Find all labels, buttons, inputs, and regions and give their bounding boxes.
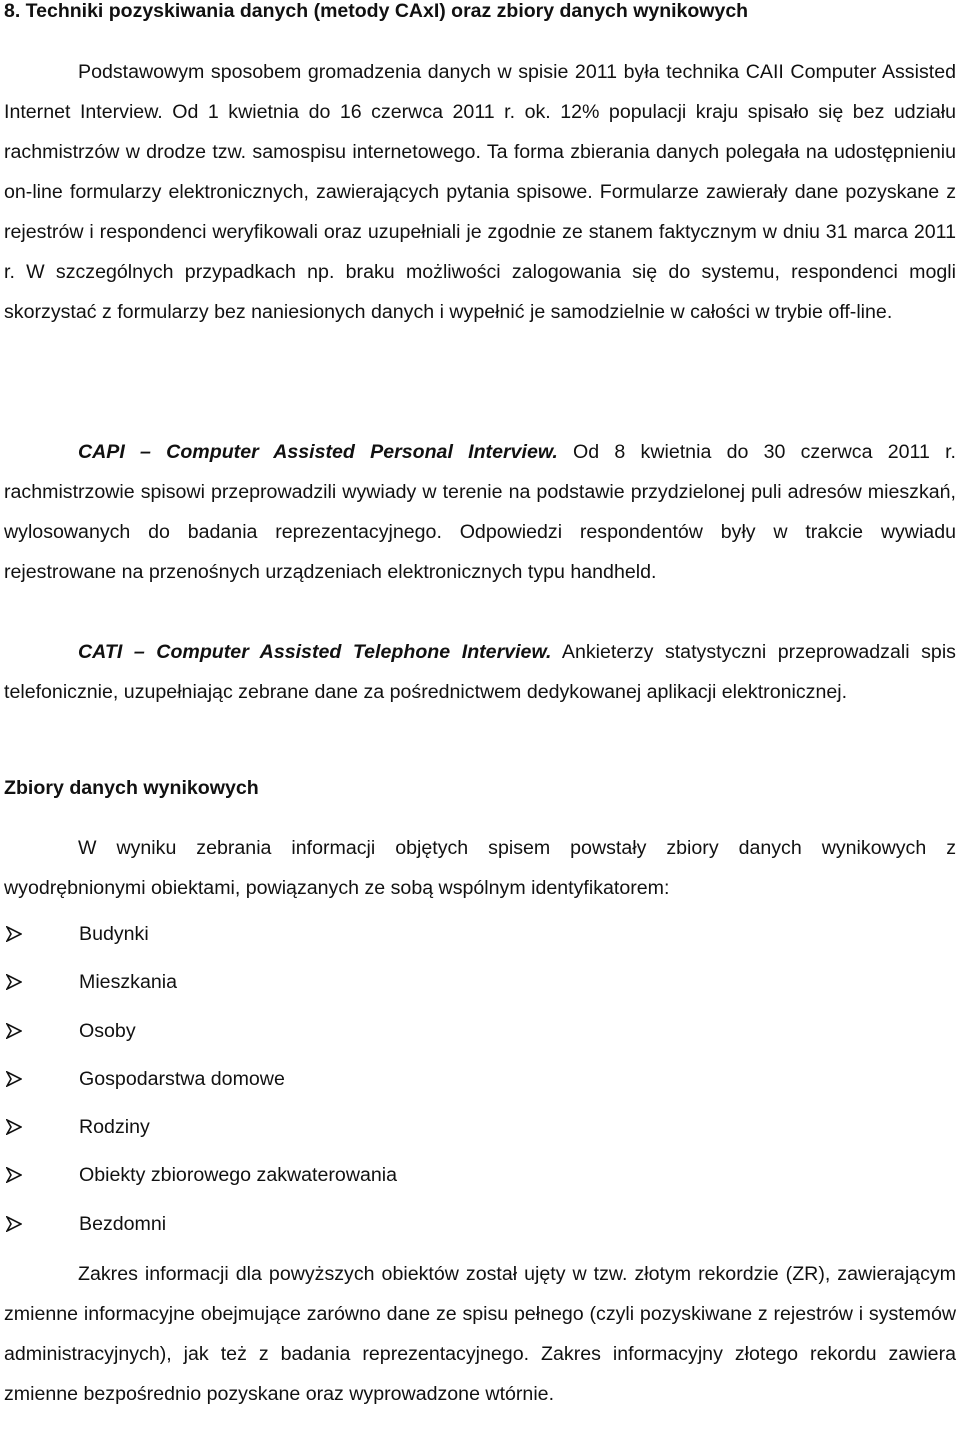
list-item-label: Osoby [79, 1019, 136, 1042]
cati-text: Ankieterzy statystyczni przeprowadzali spis telefonicznie, uzupełniając zebrane dane za pośrednictwem dedykowanej aplikacji elektronicznej. [4, 641, 956, 703]
list-item-label: Bezdomni [79, 1212, 167, 1235]
arrowhead-bullet-icon [6, 1167, 22, 1183]
paragraph-cawi [4, 52, 956, 332]
capi-label: CAPI – Computer Assisted Personal Interview. [78, 441, 558, 463]
capi-text: Od 8 kwietnia do 30 czerwca 2011 r. rachmistrzowie spisowi przeprowadzili wywiady w terenie na podstawie przydzielonej puli adresów mieszkań, wylosowanych do badania reprezentacyjnego. Odpowiedzi respondentów były w trakcie wywiadu rejestrowane na przenośnych urządzeniach elektronicznych typu handheld. [4, 441, 956, 583]
arrowhead-bullet-icon [6, 1023, 22, 1039]
list-item [0, 1059, 960, 1107]
paragraph-intro [4, 828, 956, 908]
arrowhead-bullet-icon [6, 1216, 22, 1232]
closing-text: Zakres informacji dla powyższych obiektów został ujęty w tzw. złotym rekordzie (ZR), zawierającym zmienne informacyjne obejmujące zarówno dane ze spisu pełnego (czyli pozyskiwane z rejestrów i systemów administracyjnych), jak też z badania reprezentacyjnego. Zakres informacyjny złotego rekordu zawiera zmienne bezpośrednio pozyskane oraz wyprowadzone wtórnie. [4, 1263, 956, 1405]
list-item [0, 1011, 960, 1059]
bullet-list [0, 914, 960, 1252]
list-item [0, 1155, 960, 1203]
list-item-label: Mieszkania [79, 971, 178, 994]
arrowhead-bullet-icon [6, 974, 22, 990]
section-heading: 8. Techniki pozyskiwania danych (metody CAxI) oraz zbiory danych wynikowych [4, 0, 749, 22]
list-item-label: Rodziny [79, 1116, 150, 1139]
paragraph-capi [4, 432, 956, 592]
list-item [0, 1204, 960, 1252]
arrowhead-bullet-icon [6, 1119, 22, 1135]
list-item-label: Gospodarstwa domowe [79, 1067, 285, 1090]
cawi-text: Podstawowym sposobem gromadzenia danych w spisie 2011 była technika CAII Computer Assisted Internet Interview. Od 1 kwietnia do 16 czerwca 2011 r. ok. 12% populacji kraju spisało się bez udziału rachmistrzów w drodze tzw. samospisu internetowego. Ta forma zbierania danych polegała na udostępnieniu on-line formularzy elektronicznych, zawierających pytania spisowe. Formularze zawierały dane pozyskane z rejestrów i respondenci weryfikowali oraz uzupełniali je zgodnie ze stanem faktycznym w dniu 31 marca 2011 r. W szczególnych przypadkach np. braku możliwości zalogowania się do systemu, respondenci mogli skorzystać z formularzy bez naniesionych danych i wypełnić je samodzielnie w całości w trybie off-line. [4, 61, 956, 323]
cati-label: CATI – Computer Assisted Telephone Interview. [78, 641, 552, 663]
arrowhead-bullet-icon [6, 926, 22, 942]
paragraph-cati [4, 632, 956, 712]
list-item [0, 1107, 960, 1155]
arrowhead-bullet-icon [6, 1071, 22, 1087]
intro-text: W wyniku zebrania informacji objętych spisem powstały zbiory danych wynikowych z wyodrębnionymi obiektami, powiązanych ze sobą wspólnym identyfikatorem: [4, 837, 956, 899]
list-item [0, 914, 960, 962]
list-item [0, 962, 960, 1010]
subsection-heading: Zbiory danych wynikowych [4, 777, 259, 799]
list-item-label: Obiekty zbiorowego zakwaterowania [79, 1164, 398, 1187]
paragraph-closing [4, 1254, 956, 1414]
list-item-label: Budynki [79, 923, 149, 945]
